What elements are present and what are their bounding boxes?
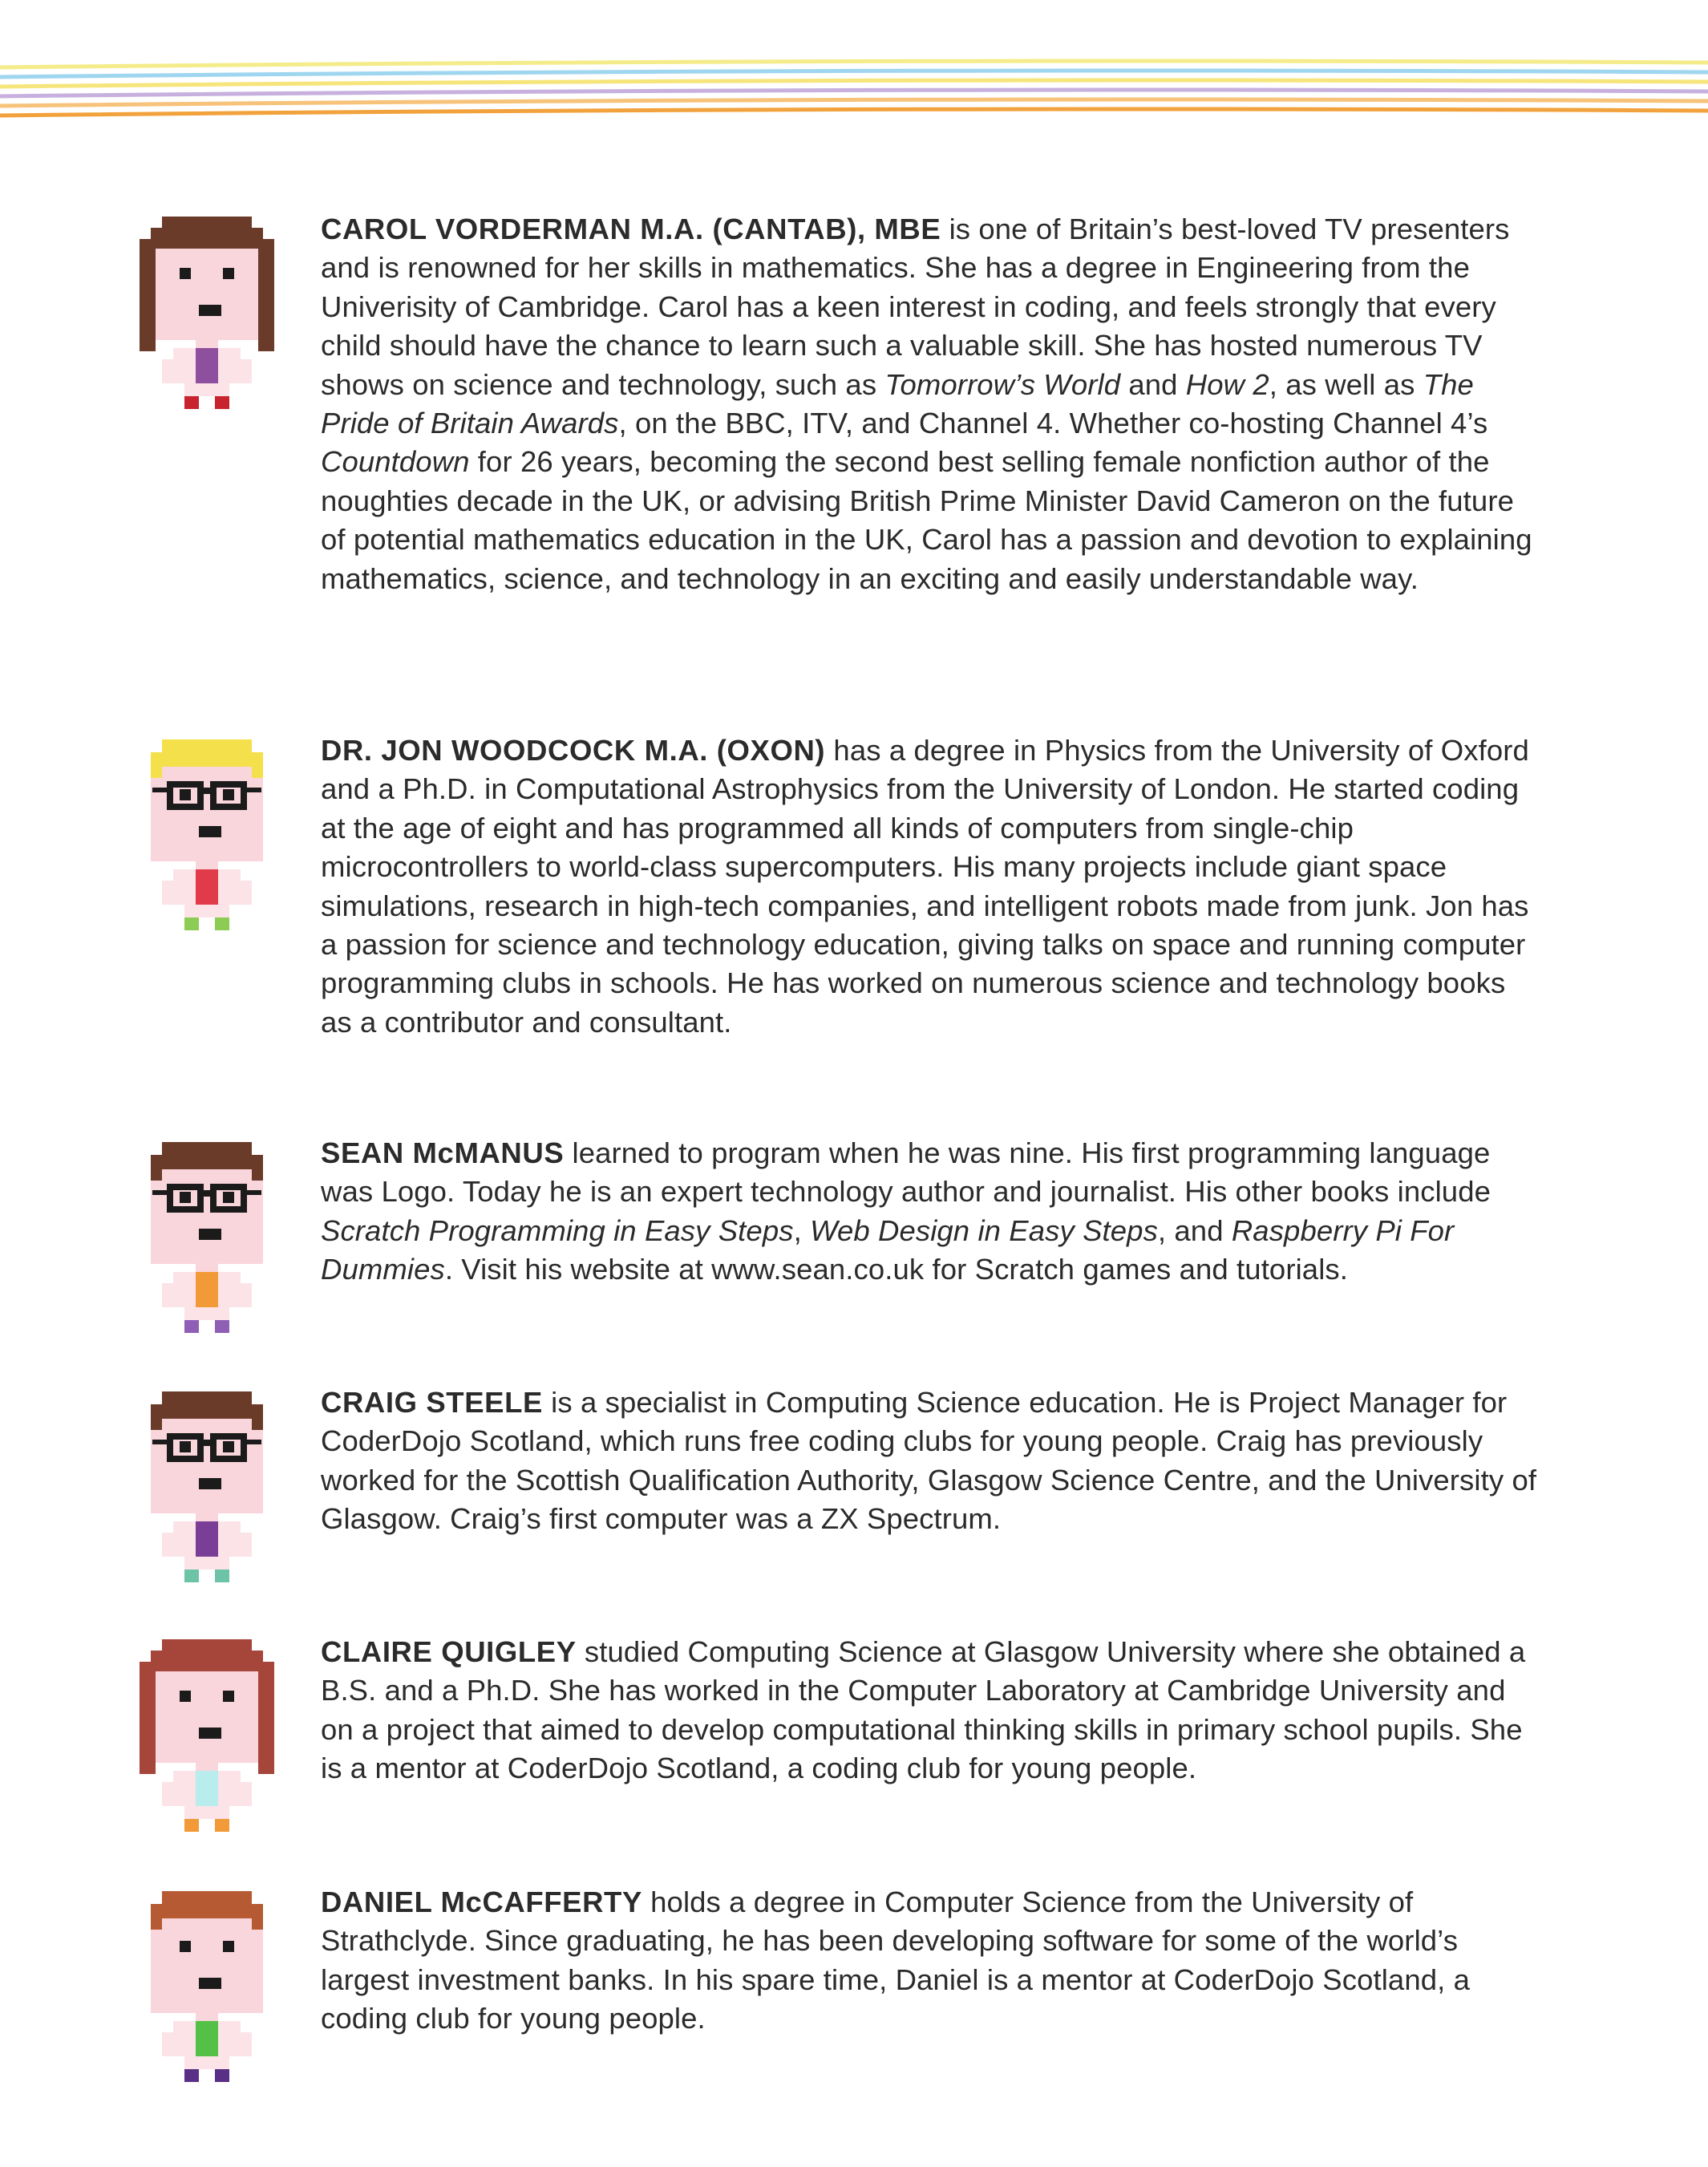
arm-right <box>241 1533 252 1557</box>
legs <box>184 1806 229 1819</box>
hair-fringe <box>151 228 263 249</box>
italic-title: Raspberry Pi For Dummies <box>321 1213 1455 1286</box>
eye-left <box>180 1441 191 1452</box>
legs <box>184 1557 229 1570</box>
italic-title: The Pride of Britain Awards <box>321 367 1474 440</box>
bio-segment: , on the BBC, ITV, and Channel 4. Whether co-hosting Channel 4’s <box>618 407 1488 440</box>
bio-segment: is one of Britain’s best-loved TV presenters and is renowned for her skills in mathematics. She has a degree in Engineering from the Univerisity of Cambridge. Carol has a keen interest in coding, and feels strongly that every child should have the chance to learn such a valuable skill. She has hosted numerous TV shows on science and technology, such as <box>321 213 1510 401</box>
eye-right <box>223 789 234 800</box>
legs <box>184 383 229 396</box>
person-name: CAROL VORDERMAN M.A. (CANTAB), MBE <box>321 213 941 245</box>
glasses-inner-right <box>210 1184 217 1213</box>
eye-left <box>180 1941 191 1952</box>
glasses-side-right <box>241 1433 247 1462</box>
arm-right <box>241 881 252 905</box>
stripe-5 <box>0 99 1708 106</box>
bio-text-jon <box>321 731 1540 1042</box>
glasses-side-left <box>167 781 173 810</box>
eye-right <box>223 1441 234 1452</box>
hair-sideburn-left <box>151 1416 162 1430</box>
bio-text-daniel <box>321 1883 1540 2039</box>
mouth <box>199 1978 221 1989</box>
eye-right <box>223 1691 234 1702</box>
bio-segment: , and <box>1157 1213 1232 1247</box>
person-name: CLAIRE QUIGLEY <box>321 1635 577 1668</box>
hair-sideburn-right <box>252 1416 263 1430</box>
shoe-left <box>184 1320 199 1333</box>
mouth <box>199 1229 221 1240</box>
glasses-arm-left <box>152 1190 167 1195</box>
glasses-inner-left <box>197 1433 204 1462</box>
daniel-pixel-avatar-icon <box>128 1883 285 2088</box>
hair-right <box>258 1662 274 1774</box>
arm-left <box>162 1533 173 1557</box>
hair-fringe <box>151 752 263 767</box>
face <box>151 237 263 340</box>
bio-segment: is a specialist in Computing Science education. He is Project Manager for CoderDojo Scotland, which runs free coding clubs for young people. Craig has previously worked for the Scottish Qualification Authority, Glasgow Science Centre, and the University of Glasgow. Craig’s first computer was a ZX Spectrum. <box>321 1386 1537 1536</box>
glasses-side-right <box>241 781 247 810</box>
hair-sideburn-right <box>252 1915 263 1930</box>
shirt <box>196 2021 218 2056</box>
eye-right <box>223 268 234 279</box>
eye-left <box>180 1192 191 1203</box>
glasses-inner-right <box>210 1433 217 1462</box>
eye-left <box>180 268 191 279</box>
shoe-right <box>215 2069 229 2082</box>
shoe-right <box>215 1819 229 1832</box>
mouth <box>199 826 221 837</box>
bio-text-sean <box>321 1134 1540 1290</box>
bio-text-claire <box>321 1633 1540 1788</box>
hair-fringe <box>151 1155 263 1169</box>
bio-segment: studied Computing Science at Glasgow University where she obtained a B.S. and a Ph.D. She has worked in the Computer Laboratory at Cambridge University and on a project that aimed to develop computational thinking skills in primary school pupils. She is a mentor at CoderDojo Scotland, a coding club for young people. <box>321 1635 1526 1785</box>
glasses-arm-right <box>247 1190 261 1195</box>
bio-text-craig <box>321 1383 1540 1539</box>
glasses-inner-left <box>197 1184 204 1213</box>
shirt <box>196 1272 218 1307</box>
shirt <box>196 869 218 905</box>
neck <box>196 1763 218 1771</box>
hair-left <box>140 239 156 351</box>
rainbow-stripes-decoration <box>0 58 1708 122</box>
stripe-3 <box>0 80 1708 87</box>
mouth <box>199 1728 221 1739</box>
hair-fringe <box>151 1651 263 1671</box>
glasses-side-right <box>241 1184 247 1213</box>
shoe-left <box>184 2069 199 2082</box>
legs <box>184 1307 229 1320</box>
mouth <box>199 305 221 316</box>
shoe-left <box>184 1570 199 1582</box>
bio-segment: , as well as <box>1269 367 1423 401</box>
hair-sideburn-left <box>151 1915 162 1930</box>
legs <box>184 2056 229 2069</box>
craig-pixel-avatar-icon <box>128 1383 285 1589</box>
bio-text-carol <box>321 210 1540 598</box>
stripe-6 <box>0 109 1708 115</box>
shirt <box>196 1771 218 1806</box>
arm-left <box>162 1283 173 1307</box>
bio-segment: . Visit his website at www.sean.co.uk for Scratch games and tutorials. <box>444 1253 1348 1286</box>
bio-segment: and <box>1120 367 1186 401</box>
bio-segment: for 26 years, becoming the second best selling female nonfiction author of the noughties decade in the UK, or advising British Prime Minister David Cameron on the future of potential mathematics education in the UK, Carol has a passion and devotion to explaining mathematics, science, and technology in an exciting and easily understandable way. <box>321 445 1532 595</box>
hair-fringe <box>151 1904 263 1918</box>
glasses-bridge <box>204 1190 210 1197</box>
arm-left <box>162 881 173 905</box>
carol-pixel-avatar-icon <box>128 210 285 415</box>
shoe-right <box>215 396 229 409</box>
bio-segment: , <box>793 1213 811 1247</box>
hair-fringe <box>151 1404 263 1419</box>
italic-title: Scratch Programming in Easy Steps <box>321 1213 794 1247</box>
eye-left <box>180 789 191 800</box>
person-name: DANIEL McCAFFERTY <box>321 1885 642 1918</box>
italic-title: Web Design in Easy Steps <box>810 1213 1158 1247</box>
italic-title: Countdown <box>321 445 470 479</box>
person-name: CRAIG STEELE <box>321 1386 543 1419</box>
hair-sideburn-left <box>151 1166 162 1181</box>
arm-left <box>162 359 173 383</box>
stripe-2 <box>0 71 1708 77</box>
arm-right <box>241 1283 252 1307</box>
jon-pixel-avatar-icon <box>128 731 285 937</box>
shoe-right <box>215 1320 229 1333</box>
shoe-right <box>215 917 229 930</box>
neck <box>196 340 218 348</box>
stripe-4 <box>0 90 1708 96</box>
glasses-arm-right <box>247 1440 261 1444</box>
person-name: DR. JON WOODCOCK M.A. (OXON) <box>321 734 826 767</box>
arm-left <box>162 2032 173 2056</box>
face <box>151 1910 263 2013</box>
hair-sideburn-right <box>252 1166 263 1181</box>
hair-sideburn-left <box>151 764 162 778</box>
arm-left <box>162 1782 173 1806</box>
glasses-arm-left <box>152 1440 167 1444</box>
bio-segment: has a degree in Physics from the University of Oxford and a Ph.D. in Computational Astrophysics from the University of London. He started coding at the age of eight and has programmed all kinds of computers from single-chip microcontrollers to world-class supercomputers. His many projects include giant space simulations, research in high-tech companies, and intelligent robots made from junk. Jon has a passion for science and technology education, giving talks on space and running computer programming clubs in schools. He has worked on numerous science and technology books as a contributor and consultant. <box>321 734 1529 1039</box>
glasses-bridge <box>204 1440 210 1446</box>
shoe-left <box>184 396 199 409</box>
shoe-left <box>184 917 199 930</box>
glasses-arm-left <box>152 788 167 792</box>
italic-title: Tomorrow’s World <box>884 367 1121 401</box>
hair-sideburn-right <box>252 764 263 778</box>
arm-right <box>241 2032 252 2056</box>
italic-title: How 2 <box>1185 367 1269 401</box>
hair-right <box>258 239 274 351</box>
hair-left <box>140 1662 156 1774</box>
glasses-inner-left <box>197 781 204 810</box>
shoe-right <box>215 1570 229 1582</box>
glasses-bridge <box>204 788 210 794</box>
shirt <box>196 1521 218 1557</box>
stripe-1 <box>0 61 1708 67</box>
arm-right <box>241 1782 252 1806</box>
sean-pixel-avatar-icon <box>128 1134 285 1339</box>
glasses-inner-right <box>210 781 217 810</box>
face <box>151 1660 263 1763</box>
legs <box>184 905 229 917</box>
eye-left <box>180 1691 191 1702</box>
claire-pixel-avatar-icon <box>128 1633 285 1838</box>
neck <box>196 861 218 869</box>
neck <box>196 1264 218 1272</box>
mouth <box>199 1478 221 1489</box>
glasses-side-left <box>167 1433 173 1462</box>
eye-right <box>223 1941 234 1952</box>
neck <box>196 1513 218 1521</box>
person-name: SEAN McMANUS <box>321 1136 565 1169</box>
eye-right <box>223 1192 234 1203</box>
bio-segment: learned to program when he was nine. His first programming language was Logo. Today he is an expert technology author and journalist. His other books include <box>321 1136 1491 1209</box>
bio-segment: holds a degree in Computer Science from the University of Strathclyde. Since graduating, he has been developing software for some of the world’s largest investment banks. In his spare time, Daniel is a mentor at CoderDojo Scotland, a coding club for young people. <box>321 1885 1470 2035</box>
shirt <box>196 348 218 383</box>
neck <box>196 2013 218 2021</box>
glasses-arm-right <box>247 788 261 792</box>
shoe-left <box>184 1819 199 1832</box>
arm-right <box>241 359 252 383</box>
glasses-side-left <box>167 1184 173 1213</box>
